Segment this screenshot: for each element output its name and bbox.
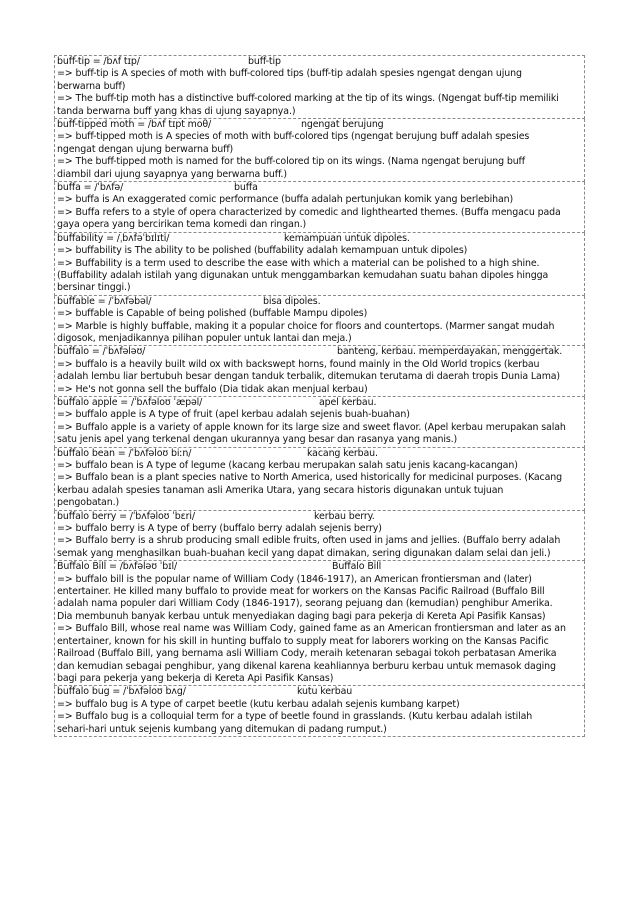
definition-line: => buffalo bill is the popular name of William Cody (1846-1917), an American frontiersman and (later) [57,573,532,585]
headword: buff-tipped moth = /bʌf tɪpt moθ/ [57,119,212,131]
translation: kacang kerbau. [307,447,378,459]
entry-header [57,233,583,245]
dictionary-entry [54,346,585,397]
definition-line: => Buffalo bug is a colloquial term for a type of beetle found in grasslands. (Kutu kerbau adalah istilah [57,711,533,723]
translation: kerbau berry. [314,510,375,522]
dictionary-entry [54,55,585,119]
definition-line: => Buffability is a term used to describe the ease with which a material can be polished to a high shine. [57,257,540,269]
definition-line: => buff-tipped moth is A species of moth with buff-colored tips (ngengat berujung buff adalah spesies [57,131,530,143]
dictionary-entry [54,182,585,233]
translation: kemampuan untuk dipoles. [284,232,410,244]
dictionary-entry [54,397,585,448]
headword: Buffalo Bill = /bʌfələʊ ˈbɪl/ [57,561,178,573]
headword: buffalo bean = /ˈbʌfəloʊ biːn/ [57,447,192,459]
definition-line: satu jenis apel yang terkenal dengan ukurannya yang besar dan rasanya yang manis.) [57,434,458,446]
definition-line: => Buffa refers to a style of opera characterized by comedic and lighthearted themes. (Buffa mengacu pada [57,206,561,218]
entry-header [57,397,583,409]
definition-line: => Buffalo Bill, whose real name was William Cody, gained fame as an American frontiersman and later as an [57,623,566,635]
definition-line: => He's not gonna sell the buffalo (Dia tidak akan menjual kerbau) [57,383,368,395]
definition-line: => buffability is The ability to be polished (buffability adalah kemampuan untuk dipoles) [57,245,468,257]
entry-header [57,119,583,131]
definition-line: => buffable is Capable of being polished (buffable Mampu dipoles) [57,308,368,320]
definition-line: semak yang menghasilkan buah-buahan kecil yang dapat dimakan, sering digunakan dalam selai dan jeli.) [57,547,551,559]
entry-header [57,686,583,698]
headword: buffalo apple = /ˈbʌfəloʊ ˈæpəl/ [57,396,203,408]
definition-line: => buffalo is a heavily built wild ox with backswept horns, found mainly in the Old World tropics (kerbau [57,358,540,370]
dictionary-entry [54,233,585,296]
definition-line: => Marble is highly buffable, making it a popular choice for floors and countertops. (Marmer sangat mudah [57,320,555,332]
definition-line: tanda berwarna buff yang khas di ujung sayapnya.) [57,105,296,117]
translation: bisa dipoles. [263,295,321,307]
headword: buffability = /ˌbʌfəˈbɪlɪti/ [57,232,170,244]
definition-line: => The buff-tipped moth is named for the buff-colored tip on its wings. (Nama ngengat berujung buff [57,156,525,168]
translation: ngengat berujung [301,119,384,131]
definition-line: Dia membunuh banyak kerbau untuk menyediakan daging bagi para pekerja di Kereta Api Pasifik Kansas) [57,610,546,622]
definition-line: => Buffalo apple is a variety of apple known for its large size and sweet flavor. (Apel kerbau merupakan salah [57,421,566,433]
definition-line: => buffalo bean is A type of legume (kacang kerbau merupakan salah satu jenis kacang-kacangan) [57,460,518,471]
entry-header [57,346,583,358]
translation: kutu kerbau [297,686,353,698]
definition-line: digosok, menjadikannya pilihan populer untuk lantai dan meja.) [57,332,352,344]
translation: banteng, kerbau. memperdayakan, menggertak. [337,346,563,358]
translation: buffa [234,182,258,194]
definition-line: gaya opera yang bercirikan tema komedi dan ringan.) [57,219,307,231]
dictionary-entry [54,686,585,737]
definition-line: sehari-hari untuk sejenis kumbang yang ditemukan di padang rumput.) [57,723,387,735]
definition-line: => Buffalo berry is a shrub producing small edible fruits, often used in jams and jellies. (Buffalo berry adalah [57,535,561,547]
definition-line: => Buffalo bean is a plant species native to North America, used historically for medicinal purposes. (Kacang [57,472,562,484]
dictionary-page [54,55,585,737]
headword: buff-tip = /bʌf tɪp/ [57,56,140,67]
definition-line: adalah nama populer dari William Cody (1846-1917), seorang pejuang dan (kemudian) penghibur Amerika. [57,598,553,610]
definition-line: Railroad (Buffalo Bill, yang bernama asli William Cody, meraih ketenaran sebagai tokoh perbatasan Amerika [57,648,557,660]
entry-header [57,511,583,523]
definition-line: => buffalo apple is A type of fruit (apel kerbau adalah sejenis buah-buahan) [57,409,410,421]
definition-line: dan kemudian sebagai penghibur, yang dikenal karena keahliannya berburu kerbau untuk memasok daging [57,660,556,672]
definition-line: entertainer. He killed many buffalo to provide meat for workers on the Kansas Pacific Railroad (Buffalo Bill [57,586,545,598]
definition-line: kerbau adalah spesies tanaman asli Amerika Utara, yang secara historis digunakan untuk tujuan [57,484,504,496]
definition-line: => buffalo berry is A type of berry (buffalo berry adalah sejenis berry) [57,523,382,535]
translation: apel kerbau. [319,396,377,408]
headword: buffalo bug = /ˈbʌfəloʊ bʌg/ [57,686,186,698]
headword: buffalo = /ˈbʌfələʊ/ [57,346,146,358]
dictionary-entry [54,511,585,562]
definition-line: => buff-tip is A species of moth with buff-colored tips (buff-tip adalah spesies ngengat dengan ujung [57,68,522,80]
definition-line: => buffa is An exaggerated comic performance (buffa adalah pertunjukan komik yang berlebihan) [57,194,514,206]
definition-line: => buffalo bug is A type of carpet beetle (kutu kerbau adalah sejenis kumbang karpet) [57,698,460,710]
dictionary-entry [54,561,585,686]
headword: buffable = /ˈbʌfəbəl/ [57,295,152,307]
definition-line: (Buffability adalah istilah yang digunakan untuk menggambarkan kemudahan suatu bahan dipoles hingga [57,269,549,281]
entry-header [57,56,583,68]
dictionary-entry [54,296,585,347]
definition-line: bagi para pekerja yang bekerja di Kereta Api Pasifik Kansas) [57,672,334,684]
definition-line: => The buff-tip moth has a distinctive buff-colored marking at the tip of its wings. (Ngengat buff-tip memiliki [57,93,559,105]
entry-header [57,296,583,308]
definition-line: ngengat dengan ujung berwarna buff) [57,143,234,155]
entry-header [57,561,583,573]
headword: buffa = /ˈbʌfə/ [57,182,124,194]
dictionary-entry [54,448,585,511]
definition-line: pengobatan.) [57,497,120,509]
entry-header [57,182,583,194]
definition-line: berwarna buff) [57,80,126,92]
headword: buffalo berry = /ˈbʌfəloʊ ˈbɛri/ [57,510,195,522]
definition-line: bersinar tinggi.) [57,282,131,294]
dictionary-entry [54,119,585,182]
definition-line: adalah lembu liar bertubuh besar dengan tanduk terbalik, ditemukan terutama di daerah tropis Dunia Lama) [57,371,560,383]
entry-header [57,448,583,460]
translation: Buffalo Bill [332,561,382,573]
translation: buff-tip [248,56,281,67]
definition-line: entertainer, known for his skill in hunting buffalo to supply meat for laborers working on the Kansas Pacific [57,635,549,647]
definition-line: diambil dari ujung sayapnya yang berwarna buff.) [57,168,287,180]
